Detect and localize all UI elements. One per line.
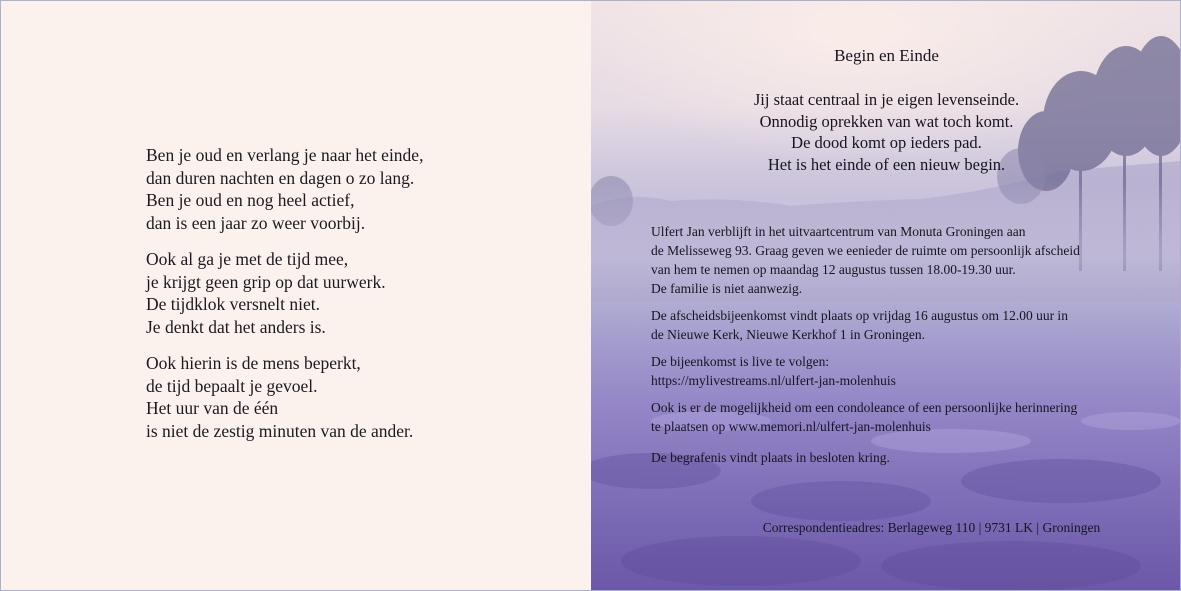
- ceremony-paragraph: [651, 306, 1131, 344]
- poem-line: Ook hierin is de mens beperkt,: [146, 353, 361, 373]
- info-line: van hem te nemen op maandag 12 augustus tussen 18.00-19.30 uur.: [651, 262, 1016, 277]
- condolence-paragraph: [651, 398, 1131, 436]
- poem-line: Ben je oud en nog heel actief,: [146, 190, 355, 210]
- poem-line: Ook al ga je met de tijd mee,: [146, 249, 349, 269]
- info-line: De bijeenkomst is live te volgen:: [651, 354, 830, 369]
- correspondence-address: Correspondentieadres: Berlageweg 110 | 9731 LK | Groningen: [762, 520, 1101, 535]
- info-line: De familie is niet aanwezig.: [651, 281, 803, 296]
- livestream-link[interactable]: https://mylivestreams.nl/ulfert-jan-molenhuis: [651, 373, 896, 388]
- poem-line: dan is een jaar zo weer voorbij.: [146, 212, 366, 233]
- info-line: de Melisseweg 93. Graag geven we eenieder de ruimte om persoonlijk afscheid: [651, 243, 1080, 258]
- verse-line: Jij staat centraal in je eigen levenseinde.: [753, 90, 1020, 109]
- funeral-information: [651, 222, 1131, 475]
- info-line: Ook is er de mogelijkheid om een condoleance of een persoonlijke herinnering: [651, 400, 1078, 415]
- info-line: de Nieuwe Kerk, Nieuwe Kerkhof 1 in Groningen.: [651, 327, 926, 342]
- poem-line: Je denkt dat het anders is.: [146, 316, 326, 337]
- poem-line: De tijdklok versnelt niet.: [146, 294, 320, 314]
- burial-paragraph: [651, 448, 1131, 467]
- verse-line: Het is het einde of een nieuw begin.: [767, 154, 1006, 174]
- stanza-2: [146, 248, 566, 338]
- left-page: [1, 1, 591, 591]
- poem-line: je krijgt geen grip op dat uurwerk.: [146, 271, 386, 292]
- info-line: Ulfert Jan verblijft in het uitvaartcentrum van Monuta Groningen aan: [651, 224, 1026, 239]
- condolence-link-line[interactable]: te plaatsen op www.memori.nl/ulfert-jan-molenhuis: [651, 419, 931, 434]
- poem-line: Ben je oud en verlang je naar het einde,: [146, 145, 424, 165]
- viewing-paragraph: [651, 222, 1131, 298]
- stanza-1: [146, 144, 566, 234]
- right-page: [591, 1, 1181, 591]
- verse: [591, 89, 1181, 175]
- poem-line: dan duren nachten en dagen o zo lang.: [146, 167, 415, 188]
- livestream-paragraph: [651, 352, 1131, 390]
- verse-line: Onnodig oprekken van wat toch komt.: [759, 111, 1014, 131]
- stanza-3: [146, 352, 566, 442]
- poem-line: is niet de zestig minuten van de ander.: [146, 420, 414, 441]
- verse-title: Begin en Einde: [834, 46, 939, 65]
- info-line: De afscheidsbijeenkomst vindt plaats op vrijdag 16 augustus om 12.00 uur in: [651, 308, 1068, 323]
- poem-line: de tijd bepaalt je gevoel.: [146, 375, 318, 396]
- info-line: De begrafenis vindt plaats in besloten kring.: [651, 450, 890, 465]
- poem: [146, 144, 566, 456]
- verse-line: De dood komt op ieders pad.: [791, 133, 982, 152]
- poem-line: Het uur van de één: [146, 398, 279, 418]
